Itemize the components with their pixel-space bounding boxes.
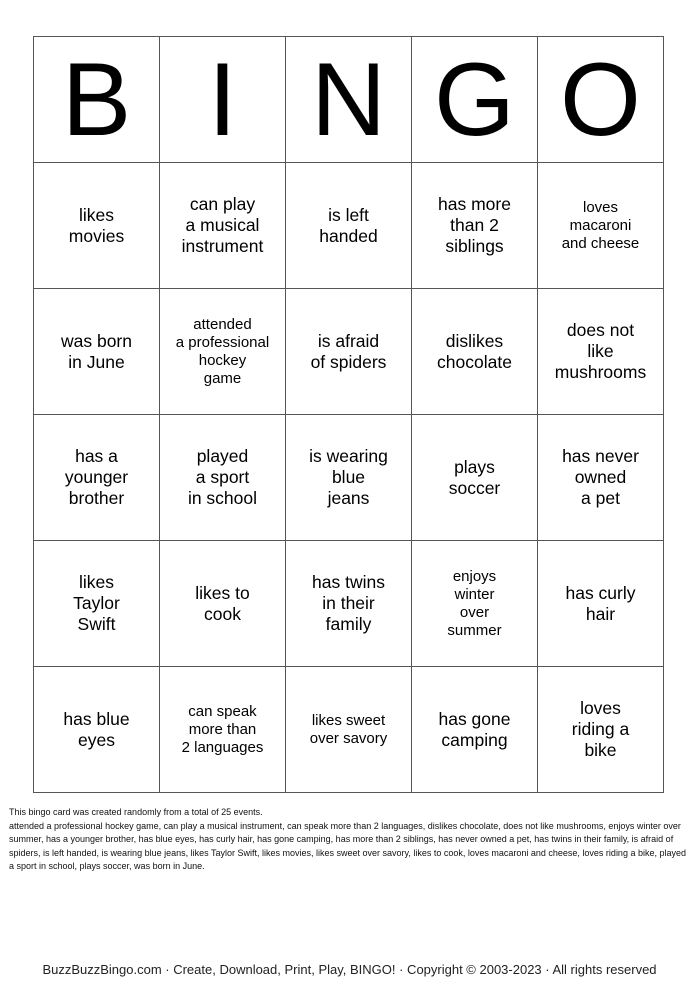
bingo-cell: likes Taylor Swift [34,541,160,667]
bingo-cell: likes movies [34,163,160,289]
bingo-cell: has never owned a pet [538,415,664,541]
card-row [34,163,664,289]
card-row [34,289,664,415]
bingo-cell: can speak more than 2 languages [160,667,286,793]
bingo-cell: has a younger brother [34,415,160,541]
bingo-cell: can play a musical instrument [160,163,286,289]
events-note [9,806,689,874]
bingo-cell: dislikes chocolate [412,289,538,415]
bingo-cell: played a sport in school [160,415,286,541]
bingo-cell: has gone camping [412,667,538,793]
bingo-cell: likes to cook [160,541,286,667]
bingo-cell: does not like mushrooms [538,289,664,415]
bingo-cell: plays soccer [412,415,538,541]
bingo-cell: has twins in their family [286,541,412,667]
header-letter-b: B [34,37,160,163]
bingo-cell: attended a professional hockey game [160,289,286,415]
bingo-cell: enjoys winter over summer [412,541,538,667]
bingo-cell: loves riding a bike [538,667,664,793]
bingo-cell: loves macaroni and cheese [538,163,664,289]
bingo-cell: likes sweet over savory [286,667,412,793]
header-letter-o: O [538,37,664,163]
card-row [34,667,664,793]
card-row [34,415,664,541]
card-row [34,541,664,667]
header-row [34,37,664,163]
bingo-cell: is wearing blue jeans [286,415,412,541]
bingo-cell: was born in June [34,289,160,415]
bingo-cell: is afraid of spiders [286,289,412,415]
bingo-cell: is left handed [286,163,412,289]
header-letter-n: N [286,37,412,163]
events-note-intro: This bingo card was created randomly from a total of 25 events. [9,807,263,817]
bingo-cell: has more than 2 siblings [412,163,538,289]
header-letter-i: I [160,37,286,163]
bingo-cell: has curly hair [538,541,664,667]
bingo-cell: has blue eyes [34,667,160,793]
events-note-list: attended a professional hockey game, can play a musical instrument, can speak more than 2 languages, dislikes chocolate, does not like mushrooms, enjoys winter over summer, has a younger brother, has blue eyes, has curly hair, has gone camping, has more than 2 siblings, has never owned a pet, has twins in their family, is afraid of spiders, is left handed, is wearing blue jeans, likes Taylor Swift, likes movies, likes sweet over savory, likes to cook, loves macaroni and cheese, loves riding a bike, played a sport in school, plays soccer, was born in June. [9,820,686,872]
bingo-card [33,36,664,793]
copyright-footer: BuzzBuzzBingo.com · Create, Download, Print, Play, BINGO! · Copyright © 2003-2023 · All rights reserved [42,962,657,977]
header-letter-g: G [412,37,538,163]
